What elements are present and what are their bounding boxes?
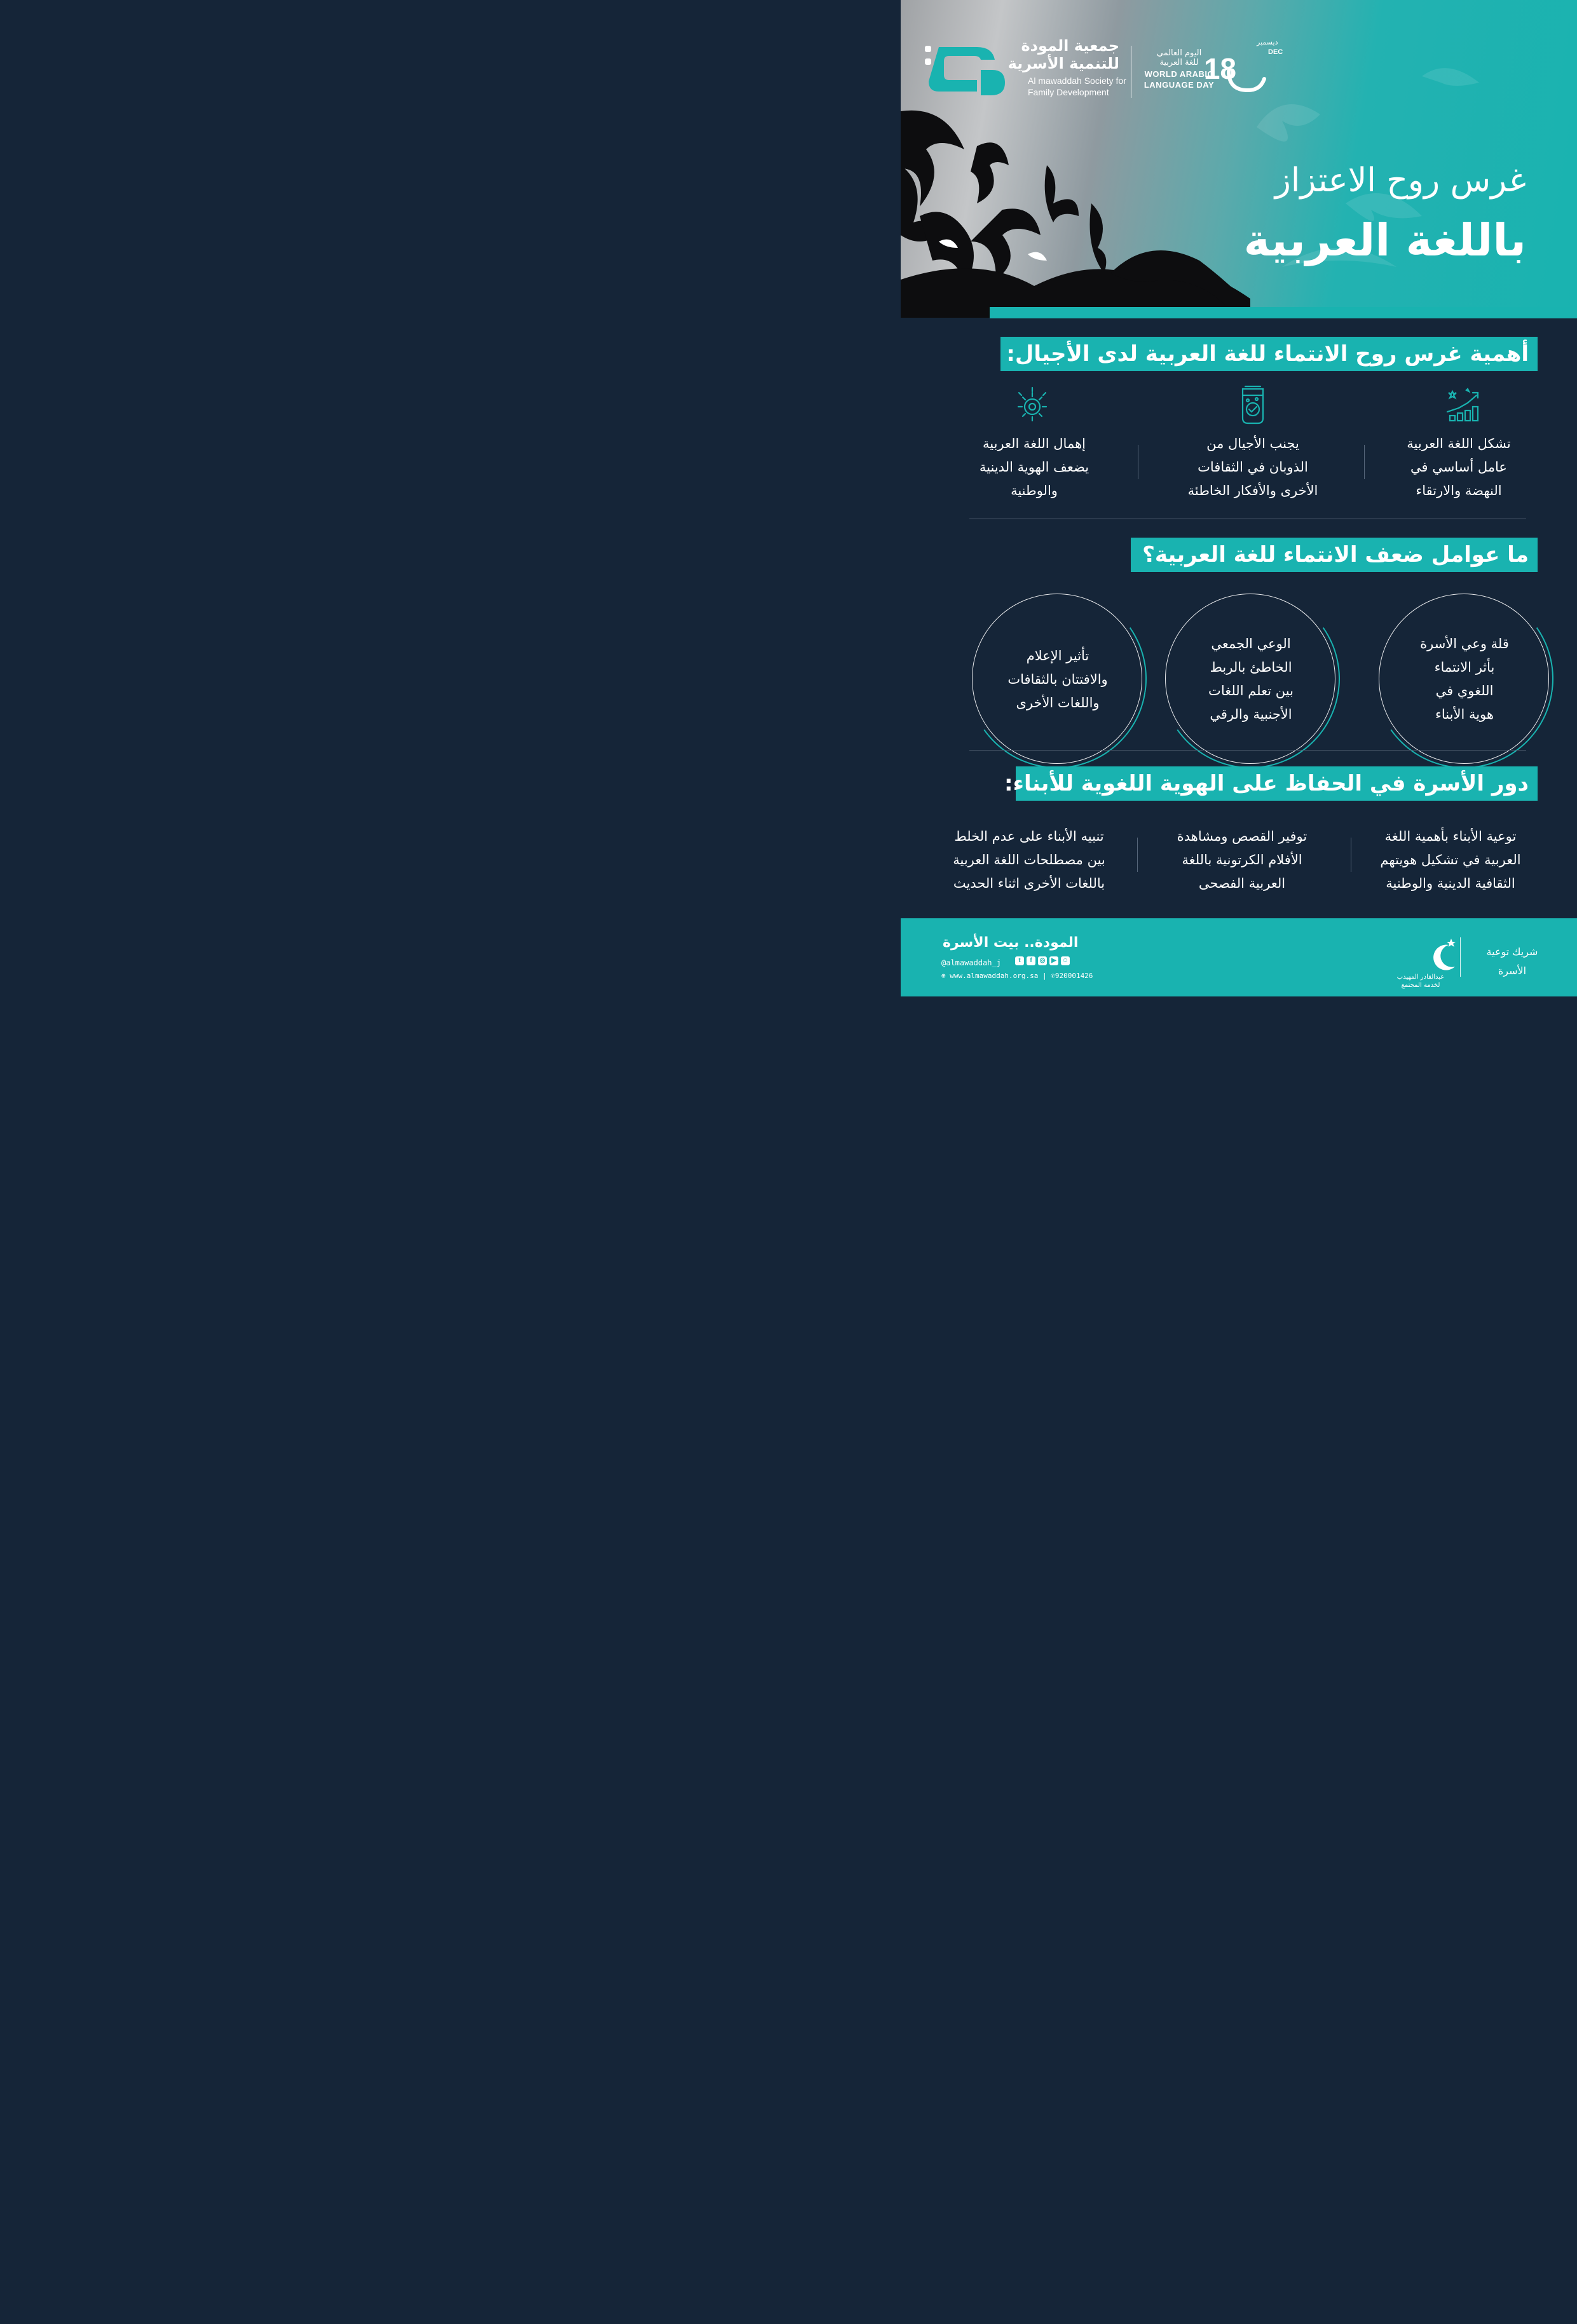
item-line: الأفلام الكرتونية باللغة (1182, 852, 1302, 867)
section3-heading: دور الأسرة في الحفاظ على الهوية اللغوية للأبناء: (1016, 766, 1538, 801)
social-handle[interactable]: @almawaddah_j (941, 958, 1001, 967)
factor-circle-text (1398, 594, 1531, 764)
hero-accent-bar (990, 307, 1577, 318)
section1-item-2 (1157, 432, 1348, 503)
section3-item-2 (1150, 825, 1334, 895)
item-line: الخاطئ بالربط (1210, 660, 1292, 675)
org-name-ar-line2: للتنمية الأسرية (1007, 55, 1119, 72)
item-line: الأخرى والأفكار الخاطئة (1187, 483, 1318, 498)
factor-circle-2 (1165, 594, 1335, 764)
factor-circle-text (992, 594, 1124, 764)
event-day-number: 18 (1203, 52, 1236, 85)
factor-circle-text (1185, 594, 1317, 764)
item-line: النهضة والارتقاء (1416, 483, 1502, 498)
contact-divider: | (1042, 972, 1051, 980)
partner-label (1480, 942, 1544, 981)
item-line: الثقافية الدينية والوطنية (1386, 876, 1515, 891)
phone-number[interactable]: 920001426 (1055, 972, 1093, 980)
social-icons (1015, 956, 1070, 965)
item-line: بين مصطلحات اللغة العربية (953, 852, 1105, 867)
event-month-english: DEC (1268, 48, 1283, 56)
section3-item-3 (934, 825, 1124, 895)
event-en-line2: LANGUAGE DAY (1143, 80, 1215, 90)
youtube-icon[interactable]: ▶ (1049, 956, 1058, 965)
footer-divider (1460, 937, 1461, 977)
foundation-name (1382, 973, 1459, 989)
event-en-line1: WORLD ARABIC (1144, 69, 1214, 79)
item-line: تنبيه الأبناء على عدم الخلط (954, 829, 1104, 844)
item-line: والافتتان بالثقافات (1007, 671, 1108, 687)
item-line: الأجنبية والرقي (1210, 707, 1292, 722)
item-line: واللغات الأخرى (1016, 695, 1100, 710)
item-line: بأثر الانتماء (1434, 660, 1495, 675)
foundation-line1: عبدالقادر المهيدب (1396, 974, 1445, 981)
item-line: توفير القصص ومشاهدة (1177, 829, 1307, 844)
org-name-ar-line1: جمعية المودة (1021, 37, 1119, 55)
hero-title-line1: غرس روح الاعتزاز (1274, 161, 1526, 200)
item-line: تأثير الإعلام (1026, 648, 1089, 663)
item-line: تشكل اللغة العربية (1407, 436, 1511, 451)
section1-item-1 (1363, 432, 1554, 503)
org-name-arabic (999, 37, 1119, 72)
globe-icon: ⊕ (941, 972, 950, 980)
event-month-arabic: ديسمبر (1257, 38, 1278, 46)
item-line: يجنب الأجيال من (1206, 436, 1299, 451)
beaker-icon (1238, 385, 1268, 425)
org-name-en-line2: Family Development (1028, 87, 1109, 97)
contact-line (941, 972, 1093, 980)
event-ar-line2: للغة العربية (1159, 58, 1199, 67)
crescent-star-logo-icon (1430, 935, 1459, 973)
item-line: الذوبان في الثقافات (1198, 459, 1308, 475)
item-line: توعية الأبناء بأهمية اللغة (1384, 829, 1517, 844)
item-line: قلة وعي الأسرة (1420, 636, 1509, 651)
facebook-icon[interactable]: f (1027, 956, 1035, 965)
factor-circle-1 (1379, 594, 1549, 764)
item-line: بين تعلم اللغات (1208, 683, 1294, 698)
column-divider (1137, 838, 1138, 872)
phone-icon: ✆ (1051, 972, 1055, 980)
event-ar-line1: اليوم العالمي (1156, 48, 1202, 58)
partner-line1: شريك توعية (1486, 946, 1538, 958)
footer-tagline: المودة.. بيت الأسرة (943, 935, 1079, 951)
footer (901, 918, 1577, 996)
section1-item-3 (939, 432, 1130, 503)
item-line: اللغوي في (1435, 683, 1494, 698)
partner-line2: الأسرة (1498, 965, 1527, 977)
website-link[interactable]: www.almawaddah.org.sa (950, 972, 1039, 980)
section-separator (969, 750, 1526, 751)
org-name-en-line1: Al mawaddah Society for (1028, 76, 1126, 86)
hero-banner (901, 0, 1577, 318)
section3-item-1 (1358, 825, 1543, 895)
item-line: والوطنية (1011, 483, 1058, 498)
item-line: يضعف الهوية الدينية (979, 459, 1089, 475)
item-line: باللغات الأخرى اثناء الحديث (953, 876, 1105, 891)
factor-circle-3 (972, 594, 1142, 764)
column-divider (1364, 445, 1365, 479)
item-line: عامل أساسي في (1410, 459, 1507, 475)
section1-heading: أهمية غرس روح الانتماء للغة العربية لدى الأجيال: (1000, 337, 1538, 371)
item-line: هوية الأبناء (1435, 707, 1494, 722)
instagram-icon[interactable]: ◎ (1038, 956, 1047, 965)
hero-title-line2: باللغة العربية (1243, 214, 1526, 266)
item-line: الوعي الجمعي (1211, 636, 1291, 651)
section2-heading: ما عوامل ضعف الانتماء للغة العربية؟ (1131, 538, 1538, 572)
gear-icon (1013, 385, 1052, 425)
item-line: إهمال اللغة العربية (982, 436, 1086, 451)
growth-chart-icon (1445, 385, 1483, 425)
item-line: العربية في تشكيل هويتهم (1380, 852, 1521, 867)
item-line: العربية الفصحى (1198, 876, 1286, 891)
snapchat-icon[interactable]: ☺ (1062, 957, 1069, 964)
foundation-line2: لخدمة المجتمع (1401, 982, 1440, 989)
twitter-icon[interactable]: t (1015, 956, 1024, 965)
